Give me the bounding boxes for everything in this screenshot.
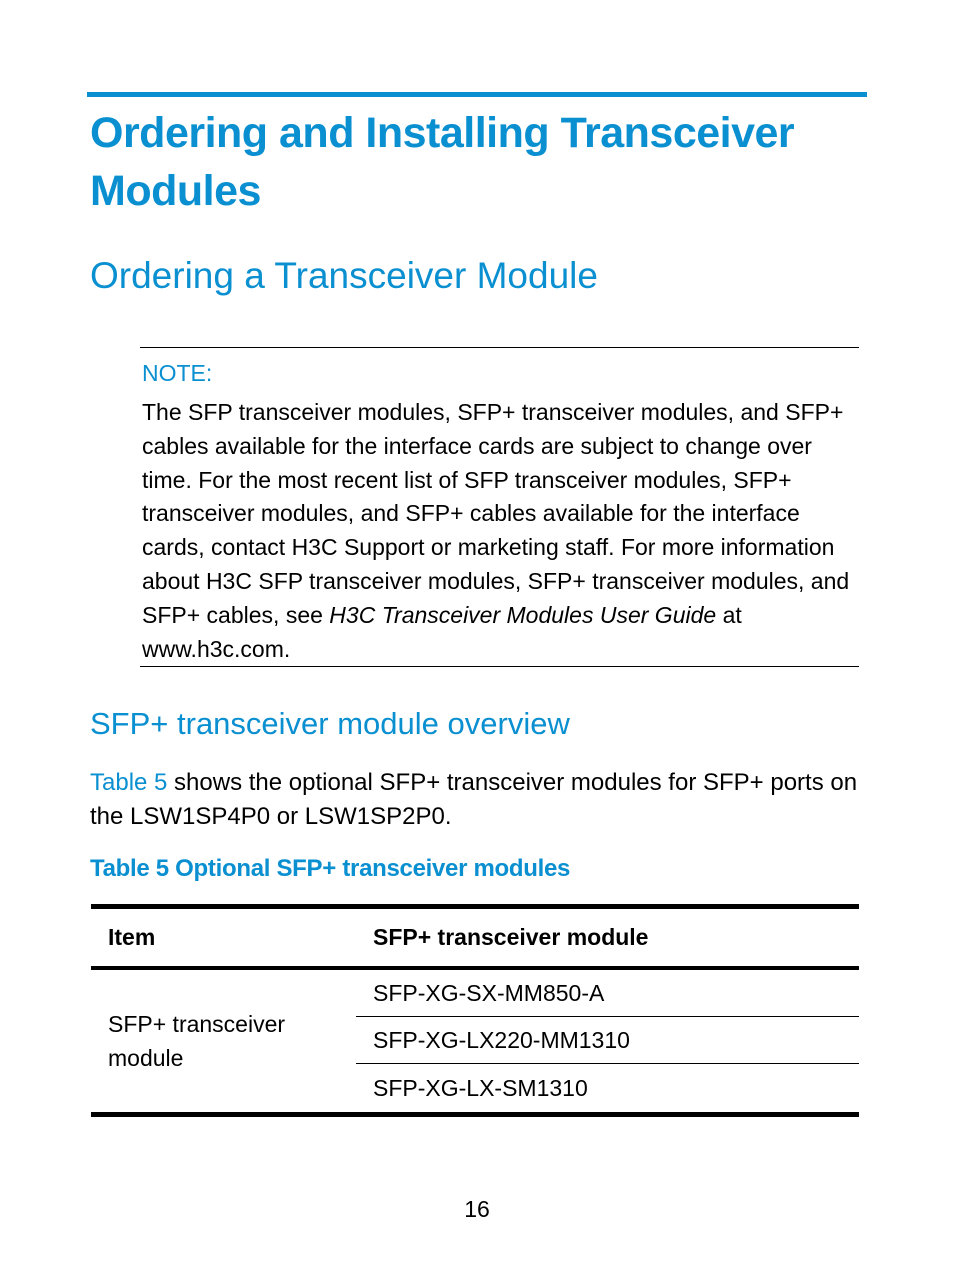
- intro-paragraph: [90, 766, 865, 834]
- table-header-row: [91, 909, 859, 970]
- intro-text: shows the optional SFP+ transceiver modules for SFP+ ports on the LSW1SP4P0 or LSW1SP2P0.: [90, 769, 858, 830]
- note-trailing-text: at www.h3c.com.: [142, 601, 742, 662]
- item-cell: [91, 970, 356, 1112]
- table-row: SFP-XG-LX220-MM1310: [356, 1017, 859, 1064]
- table-caption: Table 5 Optional SFP+ transceiver modules: [90, 855, 571, 882]
- chapter-top-rule: [87, 92, 867, 97]
- note-body: [142, 396, 858, 666]
- module-list: [356, 970, 859, 1112]
- table-5-link[interactable]: Table 5: [90, 769, 168, 796]
- subsection-title: SFP+ transceiver module overview: [90, 706, 570, 741]
- section-title: Ordering a Transceiver Module: [90, 255, 598, 296]
- item-cell-text: SFP+ transceiver module: [108, 1011, 286, 1071]
- note-box: [140, 347, 859, 667]
- transceiver-table: [91, 904, 859, 1117]
- table-body: [91, 970, 859, 1112]
- page-number: 16: [464, 1196, 490, 1222]
- table-row: SFP-XG-SX-MM850-A: [356, 970, 859, 1017]
- header-item: Item: [108, 924, 156, 950]
- table-row: SFP-XG-LX-SM1310: [373, 1074, 588, 1101]
- header-module: SFP+ transceiver module: [373, 924, 649, 950]
- chapter-title: Ordering and Installing Transceiver Modules: [90, 109, 795, 215]
- note-label: NOTE:: [142, 360, 213, 386]
- note-text: The SFP transceiver modules, SFP+ transceiver modules, and SFP+ cables available for the interface cards are subject to change over time. For the most recent list of SFP transceiver modules, SFP+ transceiver modules, and SFP+ cables available for the interface cards, contact H3C Support or marketing staff. For more information about H3C SFP transceiver modules, SFP+ transceiver modules, and SFP+ cables, see: [142, 399, 850, 628]
- guide-title: H3C Transceiver Modules User Guide: [329, 601, 717, 628]
